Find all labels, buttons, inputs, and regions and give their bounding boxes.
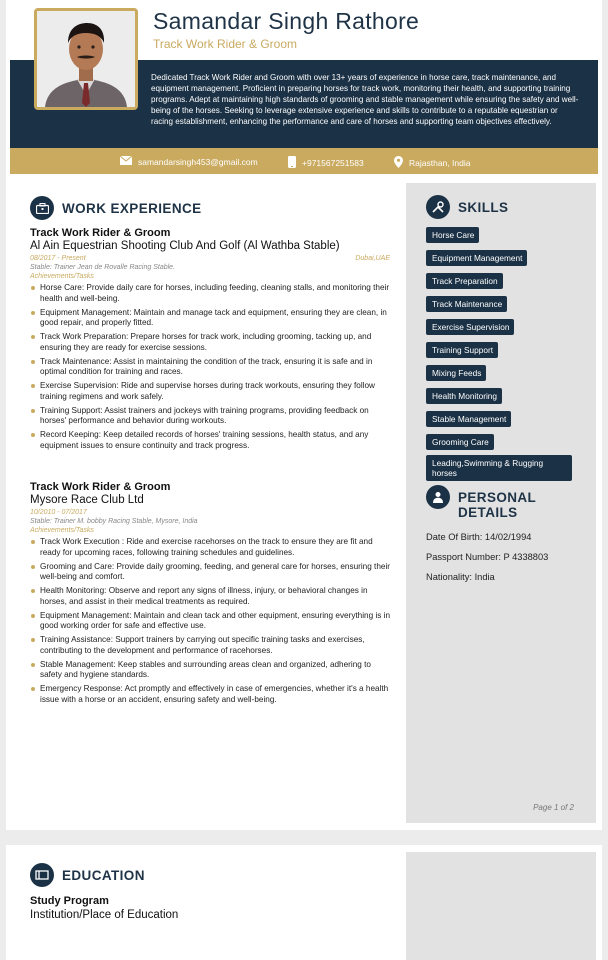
job-company: Al Ain Equestrian Shooting Club And Golf (Al Wathba Stable) <box>30 240 340 252</box>
passport-number: Passport Number: P 4338803 <box>426 552 549 562</box>
profile-photo <box>34 8 138 110</box>
skill-tag: Track Maintenance <box>426 296 507 312</box>
phone-icon <box>288 156 296 170</box>
resume-page-2 <box>6 845 602 960</box>
personal-details-heading <box>426 485 536 520</box>
job-task: Training Support: Assist trainers and jockeys with training programs, providing feedback on horses' performance and behavior during workouts. <box>30 406 390 428</box>
education-heading <box>30 863 145 887</box>
nationality: Nationality: India <box>426 572 495 582</box>
job-title: Track Work Rider & Groom <box>30 227 171 239</box>
skill-tag: Stable Management <box>426 411 511 427</box>
job-dates: 10/2010 - 07/2017 <box>30 509 87 516</box>
job-task: Record Keeping: Keep detailed records of horses' training sessions, health status, and any equipment issues to ensure continuity and track progress. <box>30 430 390 452</box>
job-task: Horse Care: Provide daily care for horses, including feeding, cleaning stalls, and monitoring their health and well-being. <box>30 283 390 305</box>
skill-tag: Training Support <box>426 342 498 358</box>
job-task: Stable Management: Keep stables and surrounding areas clean and organized, adhering to safety and hygiene standards. <box>30 660 390 682</box>
job-task: Equipment Management: Maintain and manage tack and equipment, ensuring they are clean, in good repair, and properly fitted. <box>30 308 390 330</box>
job-task: Emergency Response: Act promptly and effectively in case of emergencies, whether it's a health issue with a horse or an accident, ensuring safety and well-being. <box>30 684 390 706</box>
job-entry-2 <box>30 481 390 709</box>
study-program: Study Program <box>30 895 109 907</box>
sidebar-page-2 <box>406 852 596 960</box>
job-task: Exercise Supervision: Ride and supervise horses during track workouts, ensuring they follow training regimens and work safely. <box>30 381 390 403</box>
location-pin-icon <box>394 156 403 170</box>
email-text: samandarsingh453@gmail.com <box>138 156 258 167</box>
skill-tag-line: Leading,Swimming & Rugging <box>432 458 544 468</box>
job-task: Health Monitoring: Observe and report any signs of illness, injury, or behavioral changes in horses, and assist in their medical treatments as required. <box>30 586 390 608</box>
work-experience-title: WORK EXPERIENCE <box>62 200 202 216</box>
skill-tag: Grooming Care <box>426 434 494 450</box>
job-task: Training Assistance: Support trainers by carrying out specific training tasks and exercises, contributing to the development and performance of racehorses. <box>30 635 390 657</box>
personal-title-line: PERSONAL <box>458 490 537 505</box>
job-location: Dubai,UAE <box>355 255 390 262</box>
job-stable: Stable: Trainer M. bobby Racing Stable, Mysore, India <box>30 518 198 525</box>
candidate-name: Samandar Singh Rathore <box>153 8 420 34</box>
resume-page-1 <box>6 0 602 830</box>
institution: Institution/Place of Education <box>30 909 179 921</box>
location-text: Rajasthan, India <box>409 158 471 168</box>
job-task: Track Work Preparation: Prepare horses for track work, including grooming, tacking up, and ensuring they are ready for exercise sessions. <box>30 332 390 354</box>
job-task: Track Work Execution : Ride and exercise racehorses on the track to ensure they are fit and ready for upcoming races, following training schedules and guidelines. <box>30 537 390 559</box>
contact-band <box>10 148 598 174</box>
contact-email[interactable] <box>120 156 258 167</box>
skill-tag: Mixing Feeds <box>426 365 486 381</box>
job-entry-1 <box>30 227 390 455</box>
sidebar <box>406 183 596 823</box>
skills-title: SKILLS <box>458 199 509 215</box>
job-meta <box>30 255 390 262</box>
skill-tag: Health Monitoring <box>426 388 502 404</box>
job-company: Mysore Race Club Ltd <box>30 494 144 506</box>
skill-tag-line: horses <box>432 468 457 478</box>
job-task: Equipment Management: Maintain and clean tack and other equipment, ensuring everything is in good working order for safe and effective use. <box>30 611 390 633</box>
job-meta <box>30 509 390 516</box>
job-stable: Stable: Trainer Jean de Rovalle Racing Stable. <box>30 264 176 271</box>
graduation-icon <box>30 863 54 887</box>
person-icon <box>426 485 450 509</box>
page-number: Page 1 of 2 <box>533 803 574 812</box>
job-dates: 08/2017 - Present <box>30 255 86 262</box>
briefcase-icon <box>30 196 54 220</box>
phone-text: +971567251583 <box>302 158 364 168</box>
job-task: Track Maintenance: Assist in maintaining the condition of the track, ensuring it is safe and in optimal condition for training and races. <box>30 357 390 379</box>
skill-tag: Exercise Supervision <box>426 319 514 335</box>
summary-text: Dedicated Track Work Rider and Groom with over 13+ years of experience in horse care, track maintenance, and equipment management. Proficient in preparing horses for track work, monitoring their health, and supporting training programs. Adept at maintaining high standards of grooming and stable management while ensuring the safety and well-being of the horses. Seeking to leverage extensive experience and skills to contribute to a reputable equestrian or racing establishment, enhancing the performance and care of horses and supporting team objectives effectively. <box>151 73 579 126</box>
skills-icon <box>426 195 450 219</box>
personal-title-line: DETAILS <box>458 505 518 520</box>
skills-heading <box>426 195 508 219</box>
education-title: EDUCATION <box>62 867 145 883</box>
work-experience-heading <box>30 196 202 220</box>
job-task-list <box>30 283 390 452</box>
skill-tag: Horse Care <box>426 227 479 243</box>
job-achievements-label: Achievements/Tasks <box>30 273 94 280</box>
skill-tag-multiline <box>426 455 572 481</box>
date-of-birth: Date Of Birth: 14/02/1994 <box>426 532 532 542</box>
skills-list <box>426 225 586 486</box>
contact-phone[interactable] <box>288 156 364 170</box>
candidate-title: Track Work Rider & Groom <box>153 37 298 51</box>
job-task: Grooming and Care: Provide daily grooming, feeding, and general care for horses, ensuring their well-being and comfort. <box>30 562 390 584</box>
job-task-list <box>30 537 390 706</box>
personal-details-title <box>458 490 536 520</box>
job-title: Track Work Rider & Groom <box>30 481 171 493</box>
envelope-icon <box>120 156 132 167</box>
job-achievements-label: Achievements/Tasks <box>30 527 94 534</box>
skill-tag: Equipment Management <box>426 250 527 266</box>
skill-tag: Track Preparation <box>426 273 503 289</box>
contact-location <box>394 156 470 170</box>
